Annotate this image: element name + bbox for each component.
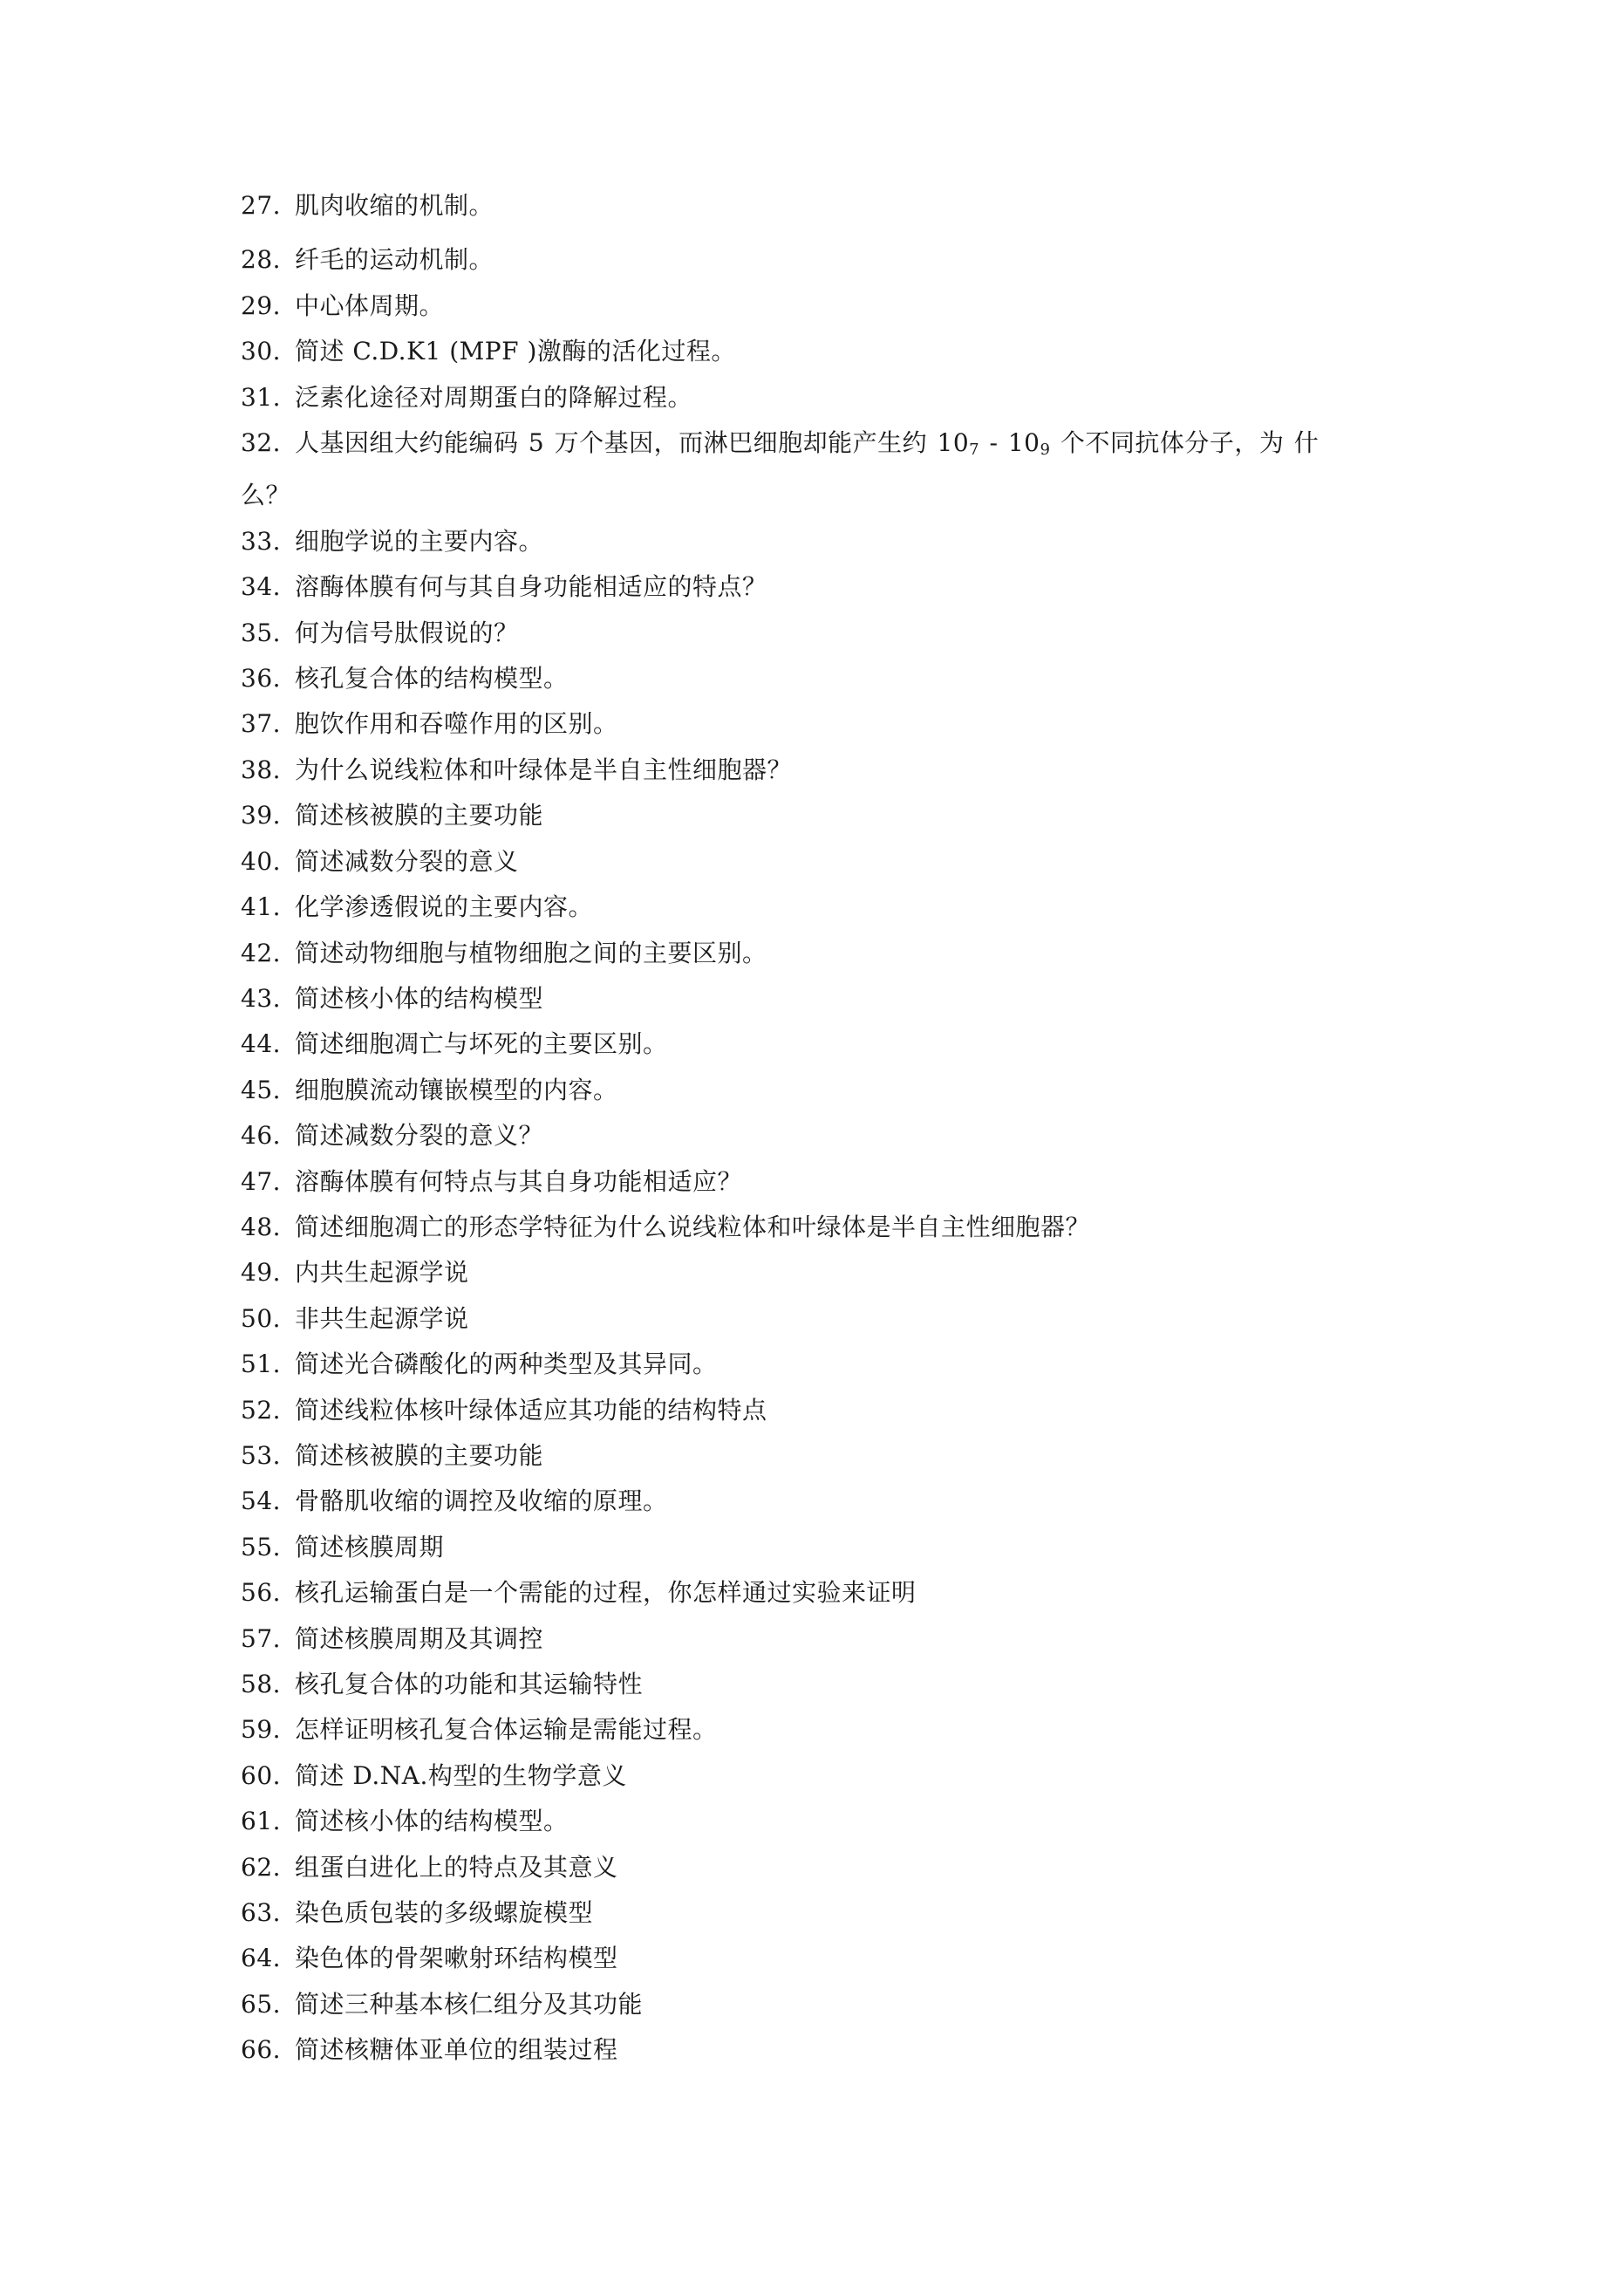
- question-number: 42.: [241, 938, 282, 967]
- question-number: 30.: [241, 337, 282, 366]
- question-text: 简述 D.NA.构型的生物学意义: [295, 1760, 627, 1790]
- question-text: 简述核被膜的主要功能: [295, 801, 544, 830]
- question-number: 46.: [241, 1121, 282, 1151]
- list-item: [241, 2027, 1392, 2073]
- list-item: [241, 1982, 1392, 2027]
- list-item: [241, 839, 1392, 885]
- question-number: 34.: [241, 572, 282, 602]
- question-number: 49.: [241, 1258, 282, 1288]
- question-number: 50.: [241, 1303, 282, 1333]
- question-text: 染色质包装的多级螺旋模型: [295, 1898, 594, 1928]
- question-text: 简述细胞凋亡与坏死的主要区别。: [295, 1029, 668, 1059]
- question-text: 泛素化途径对周期蛋白的降解过程。: [295, 382, 693, 412]
- question-number: 33.: [241, 526, 282, 556]
- list-item: [241, 1845, 1392, 1890]
- list-item: [241, 793, 1392, 838]
- question-number: 60.: [241, 1760, 282, 1790]
- question-number: 28.: [241, 245, 282, 275]
- question-text: 简述核膜周期及其调控: [295, 1623, 544, 1653]
- question-number: 55.: [241, 1532, 282, 1561]
- question-number: 63.: [241, 1898, 282, 1928]
- list-item: [241, 284, 1392, 329]
- question-text: 简述减数分裂的意义: [295, 846, 519, 876]
- list-item: [241, 564, 1392, 610]
- question-text: 么？: [241, 481, 291, 510]
- list-item-continuation: [241, 473, 1392, 518]
- question-number: 61.: [241, 1807, 282, 1836]
- question-text: 核孔复合体的功能和其运输特性: [295, 1670, 644, 1698]
- question-number: 36.: [241, 664, 282, 694]
- list-item: [241, 1890, 1392, 1936]
- question-number: 31.: [241, 382, 282, 412]
- question-number: 58.: [241, 1670, 282, 1698]
- list-item: [241, 1799, 1392, 1844]
- question-text: 染色体的骨架嗽射环结构模型: [295, 1944, 618, 1973]
- question-number: 52.: [241, 1395, 282, 1425]
- question-text: 简述细胞凋亡的形态学特征为什么说线粒体和叶绿体是半自主性细胞器？: [295, 1212, 1091, 1241]
- list-item: [241, 1159, 1392, 1205]
- list-item: [241, 183, 1392, 229]
- question-text: 骨骼肌收缩的调控及收缩的原理。: [295, 1486, 668, 1516]
- question-text: 简述减数分裂的意义？: [295, 1121, 544, 1151]
- question-number: 56.: [241, 1578, 282, 1608]
- question-text: 溶酶体膜有何与其自身功能相适应的特点？: [295, 572, 767, 602]
- list-item: [241, 976, 1392, 1022]
- list-item: [241, 1250, 1392, 1295]
- question-text: 简述核膜周期: [295, 1532, 445, 1561]
- question-number: 57.: [241, 1623, 282, 1653]
- list-item: [241, 329, 1392, 374]
- question-number: 64.: [241, 1944, 282, 1973]
- list-item: [241, 701, 1392, 747]
- question-number: 39.: [241, 801, 282, 830]
- question-text: 简述核糖体亚单位的组装过程: [295, 2035, 618, 2065]
- list-item: [241, 1707, 1392, 1753]
- question-text: 中心体周期。: [295, 290, 445, 320]
- list-item: [241, 1068, 1392, 1113]
- list-item: [241, 1753, 1392, 1799]
- list-item: [241, 1342, 1392, 1387]
- question-list: [241, 183, 1392, 2074]
- list-item: [241, 1433, 1392, 1479]
- list-item: [241, 1113, 1392, 1158]
- question-number: 66.: [241, 2035, 282, 2065]
- question-number: 54.: [241, 1486, 282, 1516]
- list-item: [241, 237, 1392, 283]
- question-text: 何为信号肽假说的？: [295, 618, 519, 647]
- question-number: 53.: [241, 1440, 282, 1470]
- list-item: [241, 1570, 1392, 1616]
- question-text: 简述线粒体核叶绿体适应其功能的结构特点: [295, 1395, 767, 1425]
- question-text: 核孔复合体的结构模型。: [295, 664, 569, 694]
- question-text: 肌肉收缩的机制。: [295, 191, 494, 220]
- question-text: 简述动物细胞与植物细胞之间的主要区别。: [295, 938, 767, 967]
- list-item: [241, 1525, 1392, 1570]
- question-text: 非共生起源学说: [295, 1303, 469, 1333]
- question-text: 内共生起源学说: [295, 1258, 469, 1288]
- question-text: 简述核小体的结构模型: [295, 983, 544, 1013]
- list-item: [241, 420, 1392, 473]
- question-text: 人基因组大约能编码 5 万个基因，而淋巴细胞却能产生约 10: [295, 428, 970, 458]
- question-text: 简述核小体的结构模型。: [295, 1807, 569, 1836]
- list-item: [241, 656, 1392, 701]
- question-number: 47.: [241, 1166, 282, 1196]
- question-number: 62.: [241, 1852, 282, 1882]
- question-number: 32.: [241, 428, 282, 458]
- question-number: 27.: [241, 191, 282, 220]
- question-text: - 10: [979, 428, 1040, 458]
- question-text: 核孔运输蛋白是一个需能的过程，你怎样通过实验来证明: [295, 1578, 917, 1608]
- list-item: [241, 375, 1392, 420]
- question-number: 35.: [241, 618, 282, 647]
- question-number: 44.: [241, 1029, 282, 1059]
- question-text: 简述三种基本核仁组分及其功能: [295, 1989, 644, 2019]
- question-text: 胞饮作用和吞噬作用的区别。: [295, 709, 618, 739]
- list-item: [241, 1296, 1392, 1342]
- list-item: [241, 748, 1392, 793]
- superscript-exponent: 9: [1040, 441, 1051, 460]
- question-text: 个不同抗体分子，为 什: [1050, 428, 1320, 458]
- question-number: 48.: [241, 1212, 282, 1241]
- question-number: 41.: [241, 892, 282, 922]
- question-text: 简述 C.D.K1 (MPF )激酶的活化过程。: [295, 337, 736, 366]
- question-number: 59.: [241, 1715, 282, 1745]
- list-item: [241, 1022, 1392, 1067]
- question-number: 37.: [241, 709, 282, 739]
- question-text: 组蛋白进化上的特点及其意义: [295, 1852, 618, 1882]
- question-text: 化学渗透假说的主要内容。: [295, 892, 594, 922]
- superscript-exponent: 7: [969, 441, 980, 460]
- list-item: [241, 519, 1392, 564]
- list-item: [241, 1205, 1392, 1250]
- list-item: [241, 1479, 1392, 1524]
- question-text: 溶酶体膜有何特点与其自身功能相适应？: [295, 1166, 743, 1196]
- question-text: 细胞学说的主要内容。: [295, 526, 544, 556]
- list-item: [241, 1662, 1392, 1707]
- list-item: [241, 1616, 1392, 1662]
- list-item: [241, 931, 1392, 976]
- question-text: 怎样证明核孔复合体运输是需能过程。: [295, 1715, 718, 1745]
- list-item: [241, 611, 1392, 656]
- question-number: 29.: [241, 290, 282, 320]
- question-text: 简述光合磷酸化的两种类型及其异同。: [295, 1350, 718, 1379]
- question-text: 简述核被膜的主要功能: [295, 1440, 544, 1470]
- question-text: 纤毛的运动机制。: [295, 245, 494, 275]
- question-number: 40.: [241, 846, 282, 876]
- question-number: 38.: [241, 755, 282, 784]
- list-item: [241, 1388, 1392, 1433]
- question-text: 细胞膜流动镶嵌模型的内容。: [295, 1075, 618, 1104]
- list-item: [241, 885, 1392, 930]
- question-number: 43.: [241, 983, 282, 1013]
- question-number: 45.: [241, 1075, 282, 1104]
- question-number: 51.: [241, 1350, 282, 1379]
- list-item: [241, 1936, 1392, 1981]
- question-text: 为什么说线粒体和叶绿体是半自主性细胞器？: [295, 755, 793, 784]
- question-number: 65.: [241, 1989, 282, 2019]
